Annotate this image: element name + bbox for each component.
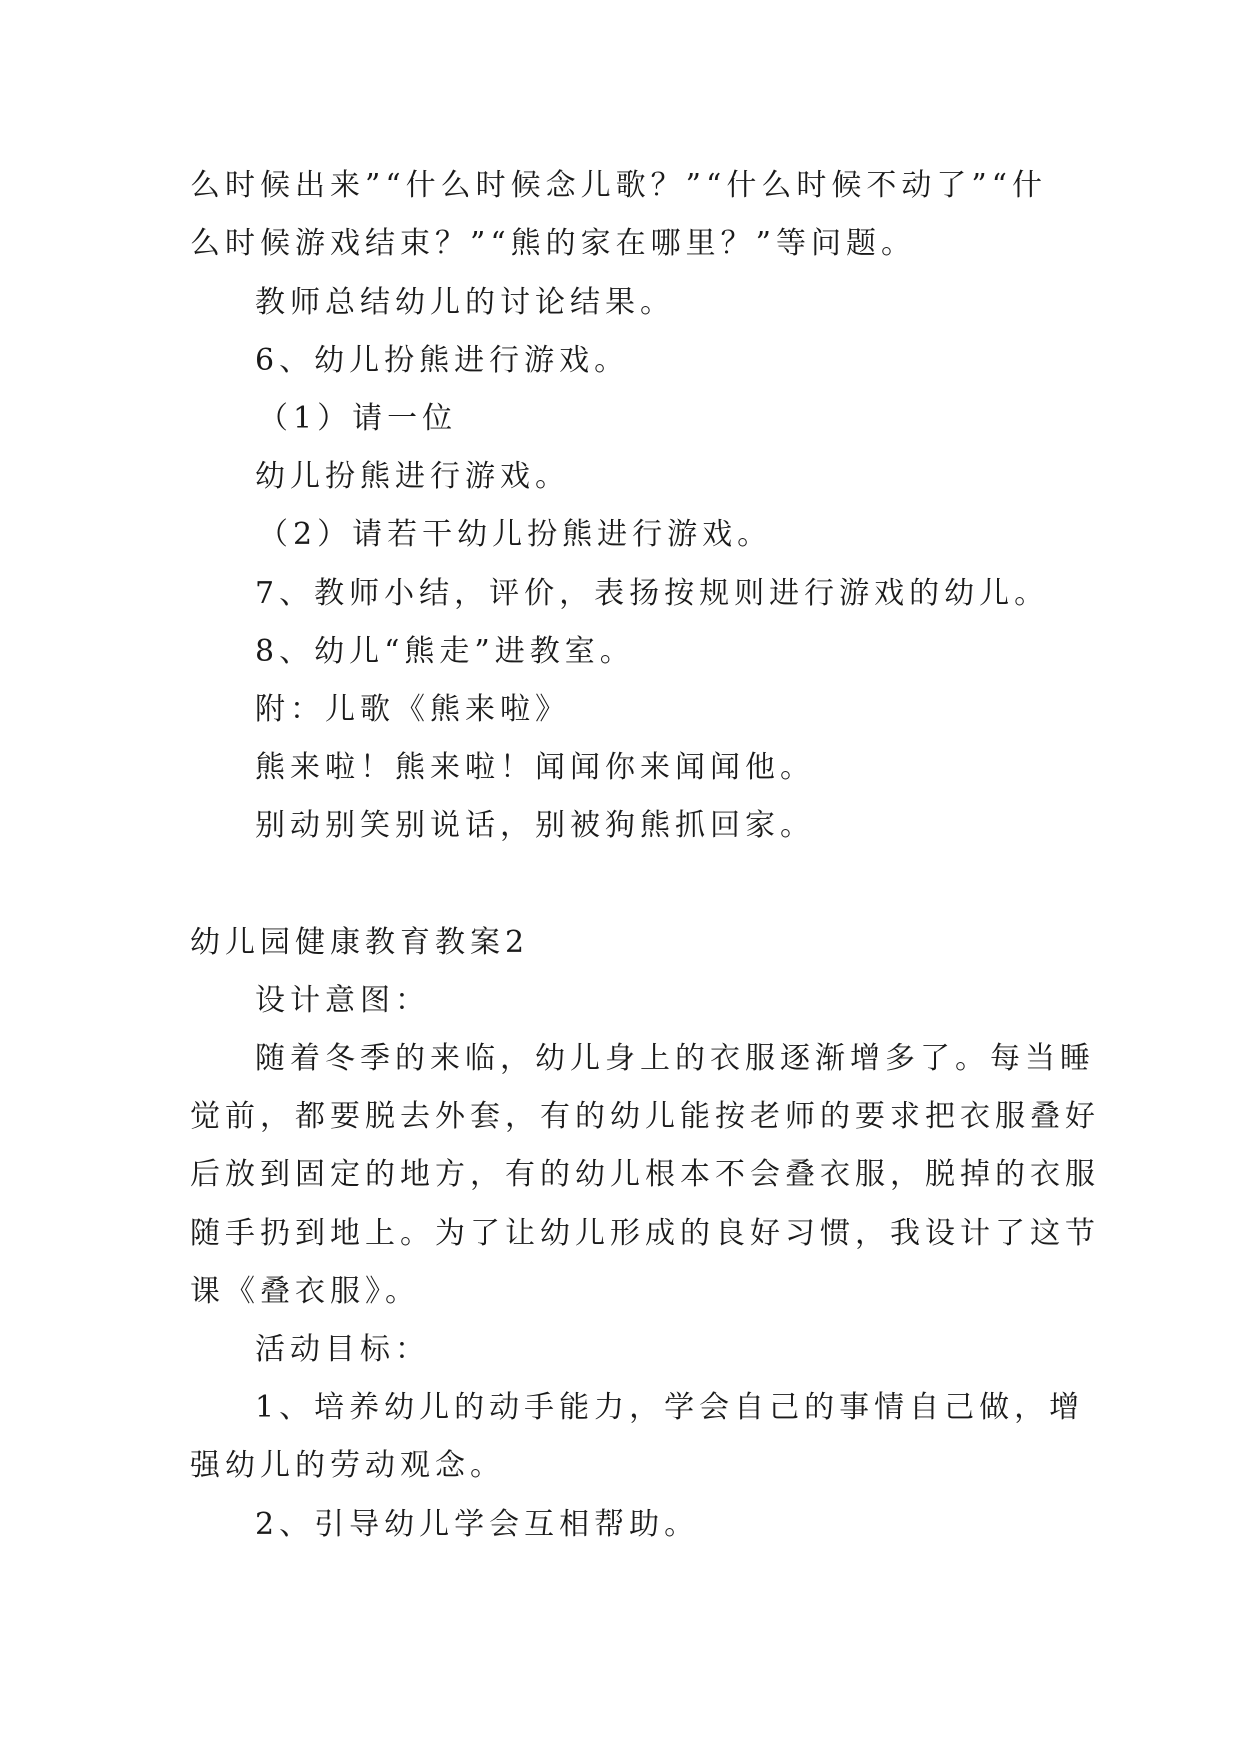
paragraph-line: 觉前，都要脱去外套，有的幼儿能按老师的要求把衣服叠好 [190,1099,1100,1134]
appendix-heading: 附：儿歌《熊来啦》 [255,692,570,727]
paragraph-line: 幼儿扮熊进行游戏。 [255,459,570,494]
list-item: 7、教师小结，评价，表扬按规则进行游戏的幼儿。 [255,576,1050,611]
sub-list-item: （1）请一位 [258,401,458,436]
paragraph-line: 课《叠衣服》。 [190,1274,420,1309]
paragraph-line: 后放到固定的地方，有的幼儿根本不会叠衣服，脱掉的衣服 [190,1157,1100,1192]
subheading: 设计意图： [255,983,430,1018]
rhyme-line: 熊来啦！熊来啦！闻闻你来闻闻他。 [255,750,815,785]
rhyme-line: 别动别笑别说话，别被狗熊抓回家。 [255,808,815,843]
paragraph-line: 随手扔到地上。为了让幼儿形成的良好习惯，我设计了这节 [190,1216,1100,1251]
paragraph-line: 么时候出来”“什么时候念儿歌？”“什么时候不动了”“什 [190,168,1048,203]
list-item: 2、引导幼儿学会互相帮助。 [255,1507,700,1542]
paragraph-line: 随着冬季的来临，幼儿身上的衣服逐渐增多了。每当睡 [255,1041,1095,1076]
list-item: 1、培养幼儿的动手能力，学会自己的事情自己做，增 [255,1390,1085,1425]
section-title: 幼儿园健康教育教案2 [190,925,530,960]
paragraph-line: 么时候游戏结束？”“熊的家在哪里？”等问题。 [190,226,917,261]
sub-list-item: （2）请若干幼儿扮熊进行游戏。 [258,517,773,552]
subheading: 活动目标： [255,1332,430,1367]
paragraph-line: 强幼儿的劳动观念。 [190,1448,505,1483]
paragraph-line: 教师总结幼儿的讨论结果。 [255,285,675,320]
list-item: 8、幼儿“熊走”进教室。 [255,634,635,669]
list-item: 6、幼儿扮熊进行游戏。 [255,343,630,378]
